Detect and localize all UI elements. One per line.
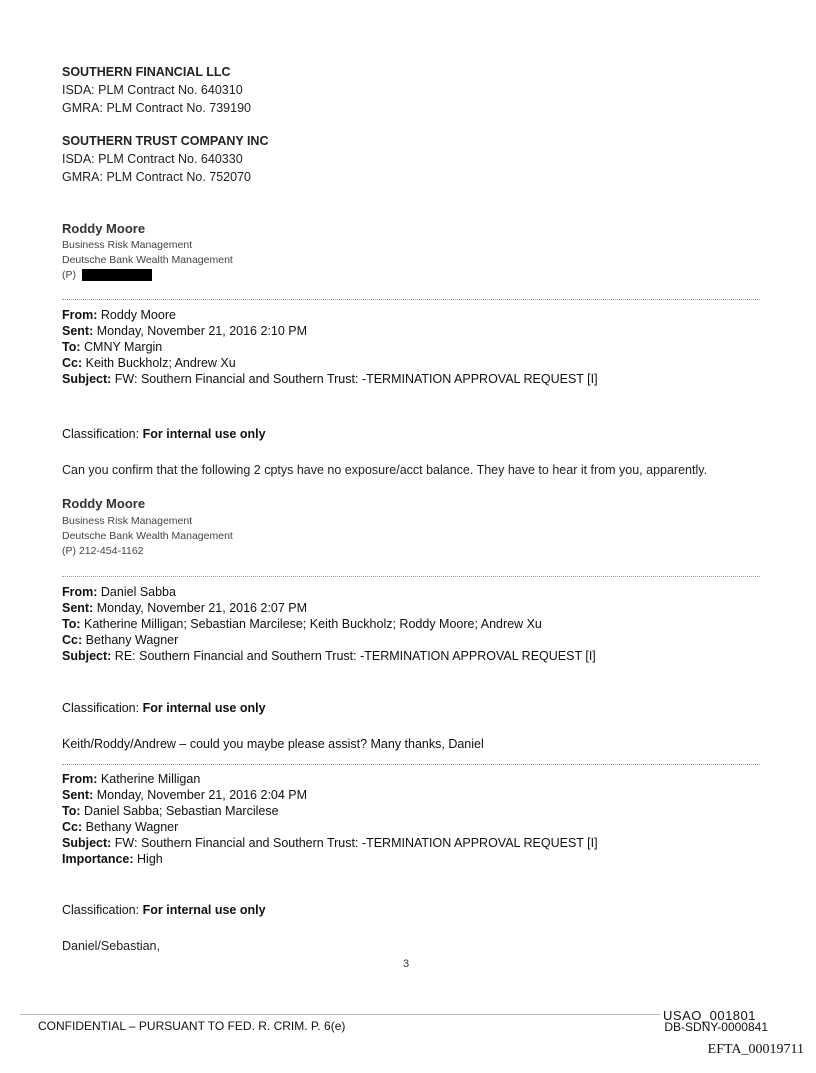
email-1-cc: Cc: Keith Buckholz; Andrew Xu xyxy=(62,356,236,370)
entity-1-gmra: GMRA: PLM Contract No. 739190 xyxy=(62,101,251,115)
email-1-classification: Classification: For internal use only xyxy=(62,427,266,441)
signature-1-name: Roddy Moore xyxy=(62,221,146,236)
email-2-to: To: Katherine Milligan; Sebastian Marcilese; Keith Buckholz; Roddy Moore; Andrew Xu xyxy=(62,617,542,631)
email-1-from: From: Roddy Moore xyxy=(62,308,176,322)
email-3-from: From: Katherine Milligan xyxy=(62,772,201,786)
email-2-classification: Classification: For internal use only xyxy=(62,701,266,715)
email-1-body: Can you confirm that the following 2 cptys have no exposure/acct balance. They have to hear it from you, apparently. xyxy=(62,463,708,477)
redaction-box xyxy=(82,269,152,281)
separator-1 xyxy=(62,299,760,300)
signature-2-name: Roddy Moore xyxy=(62,496,146,511)
separator-2 xyxy=(62,576,760,577)
footer-bates-efta: EFTA_00019711 xyxy=(707,1042,804,1057)
email-2-from: From: Daniel Sabba xyxy=(62,585,176,599)
signature-2-line2: Deutsche Bank Wealth Management xyxy=(62,530,233,542)
entity-2-isda: ISDA: PLM Contract No. 640330 xyxy=(62,152,243,166)
signature-1-line1: Business Risk Management xyxy=(62,239,193,251)
footer-bates-db: DB-SDNY-0000841 xyxy=(664,1020,768,1034)
footer-bates-usao: USAO_001801 xyxy=(663,1008,756,1023)
email-1-subject: Subject: FW: Southern Financial and Southern Trust: -TERMINATION APPROVAL REQUEST [I] xyxy=(62,372,598,386)
email-3-body: Daniel/Sebastian, xyxy=(62,939,160,953)
email-2-body: Keith/Roddy/Andrew – could you maybe please assist? Many thanks, Daniel xyxy=(62,737,484,751)
email-1-sent: Sent: Monday, November 21, 2016 2:10 PM xyxy=(62,324,308,338)
separator-3 xyxy=(62,764,760,765)
entity-2-gmra: GMRA: PLM Contract No. 752070 xyxy=(62,170,251,184)
entity-1-isda: ISDA: PLM Contract No. 640310 xyxy=(62,83,243,97)
signature-1-phone-label: (P) xyxy=(62,269,76,281)
signature-2-line1: Business Risk Management xyxy=(62,515,193,527)
signature-2-phone: (P) 212-454-1162 xyxy=(62,545,144,557)
footer-confidential: CONFIDENTIAL – PURSUANT TO FED. R. CRIM. P. 6(e) xyxy=(38,1019,346,1033)
email-3-importance: Importance: High xyxy=(62,852,163,866)
email-1-to: To: CMNY Margin xyxy=(62,340,163,354)
signature-1-phone xyxy=(62,268,152,282)
email-2-subject: Subject: RE: Southern Financial and Southern Trust: -TERMINATION APPROVAL REQUEST [I] xyxy=(62,649,596,663)
email-2-sent: Sent: Monday, November 21, 2016 2:07 PM xyxy=(62,601,308,615)
footer-rule xyxy=(20,1014,660,1015)
entity-2-name: SOUTHERN TRUST COMPANY INC xyxy=(62,134,269,148)
email-3-sent: Sent: Monday, November 21, 2016 2:04 PM xyxy=(62,788,308,802)
email-2-cc: Cc: Bethany Wagner xyxy=(62,633,179,647)
page-number: 3 xyxy=(403,958,410,970)
signature-1-line2: Deutsche Bank Wealth Management xyxy=(62,254,233,266)
email-3-cc: Cc: Bethany Wagner xyxy=(62,820,179,834)
email-3-classification: Classification: For internal use only xyxy=(62,903,266,917)
entity-1-name: SOUTHERN FINANCIAL LLC xyxy=(62,65,231,79)
email-3-to: To: Daniel Sabba; Sebastian Marcilese xyxy=(62,804,279,818)
email-3-subject: Subject: FW: Southern Financial and Southern Trust: -TERMINATION APPROVAL REQUEST [I] xyxy=(62,836,598,850)
